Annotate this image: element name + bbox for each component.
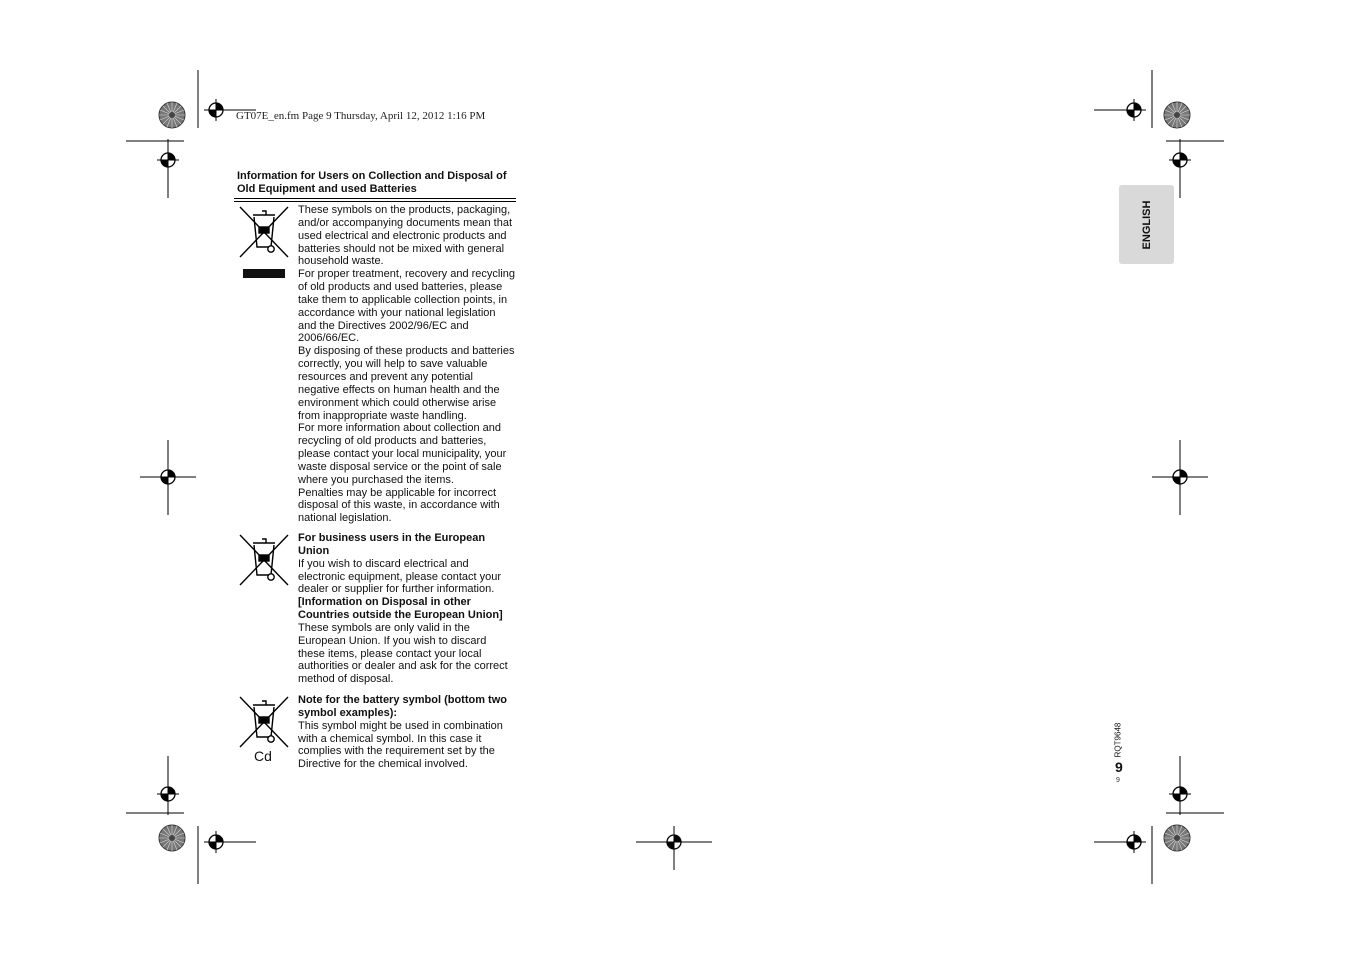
battery-symbol-note [298,694,516,771]
chemical-symbol-label: Cd [254,748,272,764]
language-tab [1119,185,1174,264]
doc-code-label: RQT9648 [1113,722,1123,758]
crossed-out-wheelie-bin-icon [238,533,290,587]
crossed-out-wheelie-bin-icon [238,695,290,749]
file-header-line: GT07E_en.fm Page 9 Thursday, April 12, 2012 1:16 PM [236,110,486,122]
page-number-small: 9 [1116,777,1120,784]
outside-eu-heading: [Information on Disposal in other Countries outside the European Union] [298,596,503,622]
title-rule-top [234,198,516,199]
section-title: Information for Users on Collection and Disposal of Old Equipment and used Batteries [237,170,507,195]
business-users-heading: For business users in the European Union [298,532,486,557]
disposal-paragraph: By disposing of these products and batteries correctly, you will help to save valuable resources and prevent any potential negative effects on human health and the environment which could otherwise arise from inappropriate waste handling. [298,345,515,422]
disposal-paragraph: For more information about collection and recycling of old products and batteries, please contact your local municipality, your waste disposal service or the point of sale where you purchased the items. [298,422,507,486]
disposal-paragraph: Penalties may be applicable for incorrect disposal of this waste, in accordance with national legislation. [298,486,500,525]
crossed-out-wheelie-bin-icon [238,205,290,259]
doc-code [1112,720,1124,760]
page-number: 9 [1115,759,1123,775]
disposal-paragraph: These symbols on the products, packaging, and/or accompanying documents mean that used electrical and electronic products and batteries should not be mixed with general household waste. [298,204,513,268]
battery-note-heading: Note for the battery symbol (bottom two symbol examples): [298,694,507,719]
outside-eu-paragraph: These symbols are only valid in the European Union. If you wish to discard these items, please contact your local authorities or dealer and ask for the correct method of disposal. [298,621,508,686]
battery-note-paragraph: This symbol might be used in combination with a chemical symbol. In this case it complies with the requirement set by the Directive for the chemical involved. [298,719,503,771]
title-rule-bottom [234,201,516,202]
business-users-text [298,532,516,686]
language-tab-label: ENGLISH [1140,200,1153,249]
business-users-paragraph: If you wish to discard electrical and electronic equipment, please contact your dealer or supplier for further information. [298,557,502,596]
disposal-paragraph: For proper treatment, recovery and recycling of old products and used batteries, please take them to applicable collection points, in accordance with your national legislation and the Directives 2002/96/EC and 2006/66/EC. [298,268,516,345]
disposal-info-text [298,204,516,525]
battery-bar-symbol [243,269,285,278]
